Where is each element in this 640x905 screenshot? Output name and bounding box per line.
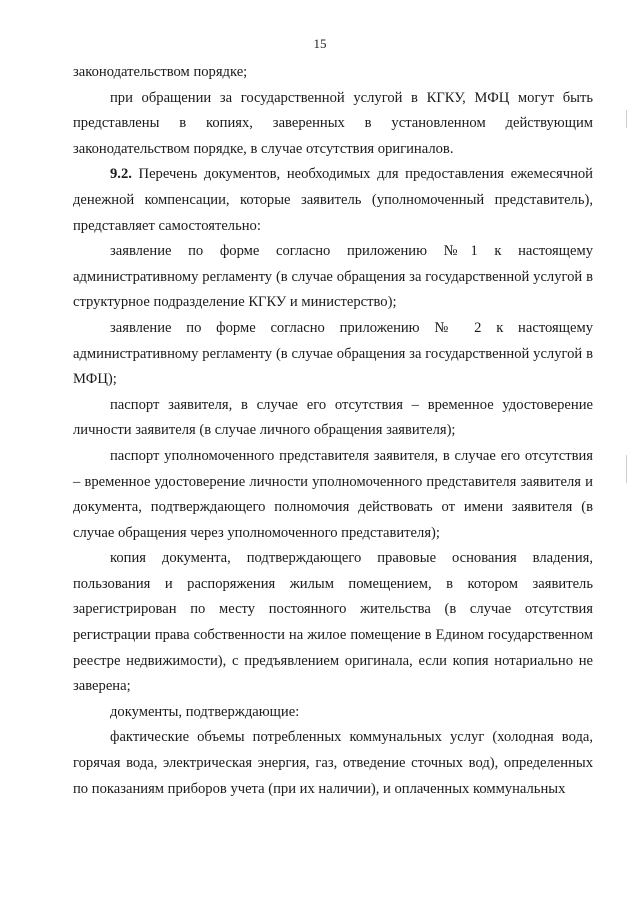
paragraph-copies-note: [73, 86, 593, 163]
section-9-2-paragraph: [73, 162, 593, 239]
list-item-ownership-document: [73, 546, 593, 700]
scan-edge-mark: [626, 455, 627, 483]
page-number: 15: [313, 36, 327, 51]
paragraph-text: паспорт заявителя, в случае его отсутствия – временное удостоверение личности заявителя (в случае личного обращения заявителя);: [73, 396, 593, 439]
list-item-representative-passport: [73, 444, 593, 546]
page-body: [73, 60, 593, 802]
paragraph-text: при обращении за государственной услугой в КГКУ, МФЦ могут быть представлены в копиях, заверенных в установленном действующим законодательством порядке, в случае отсутствия оригиналов.: [73, 89, 593, 157]
paragraph-text: паспорт уполномоченного представителя заявителя, в случае его отсутствия – временное удостоверение личности уполномоченного представителя заявителя и документа, подтверждающего полномочия действовать от имени заявителя (в случае обращения через уполномоченного представителя);: [73, 447, 593, 541]
paragraph-text: заявление по форме согласно приложению №1 к настоящему административному регламенту (в случае обращения за государственной услугой в структурное подразделение КГКУ и министерство);: [73, 243, 593, 311]
list-item-application-form-1: [73, 239, 593, 316]
list-item-supporting-documents: [73, 700, 593, 726]
paragraph-text: Перечень документов, необходимых для предоставления ежемесячной денежной компенсации, которые заявитель (уполномоченный представитель), представляет самостоятельно:: [73, 166, 593, 234]
paragraph-text: фактические объемы потребленных коммунальных услуг (холодная вода, горячая вода, электрическая энергия, газ, отведение сточных вод), определенных по показаниям приборов учета (при их наличии), и оплаченных коммунальных: [73, 729, 593, 797]
section-number: 9.2.: [110, 166, 132, 183]
scan-edge-mark: [626, 110, 627, 128]
paragraph-text: документы, подтверждающие:: [110, 703, 300, 720]
paragraph-text: заявление по форме согласно приложению № 2 к настоящему административному регламенту (в случае обращения за государственной услугой в МФЦ);: [73, 319, 593, 388]
paragraph-continuation: [73, 60, 593, 86]
list-item-applicant-passport: [73, 393, 593, 444]
list-item-utility-volumes: [73, 725, 593, 802]
list-item-application-form-2: [73, 316, 593, 393]
paragraph-text: законодательством порядке;: [73, 64, 248, 80]
paragraph-text: копия документа, подтверждающего правовые основания владения, пользования и распоряжения жилым помещением, в котором заявитель зарегистрирован по месту постоянного жительства (в случае отсутствия регистрации права собственности на жилое помещение в Едином государственном реестре недвижимости), с предъявлением оригинала, если копия нотариально не заверена;: [73, 550, 593, 695]
